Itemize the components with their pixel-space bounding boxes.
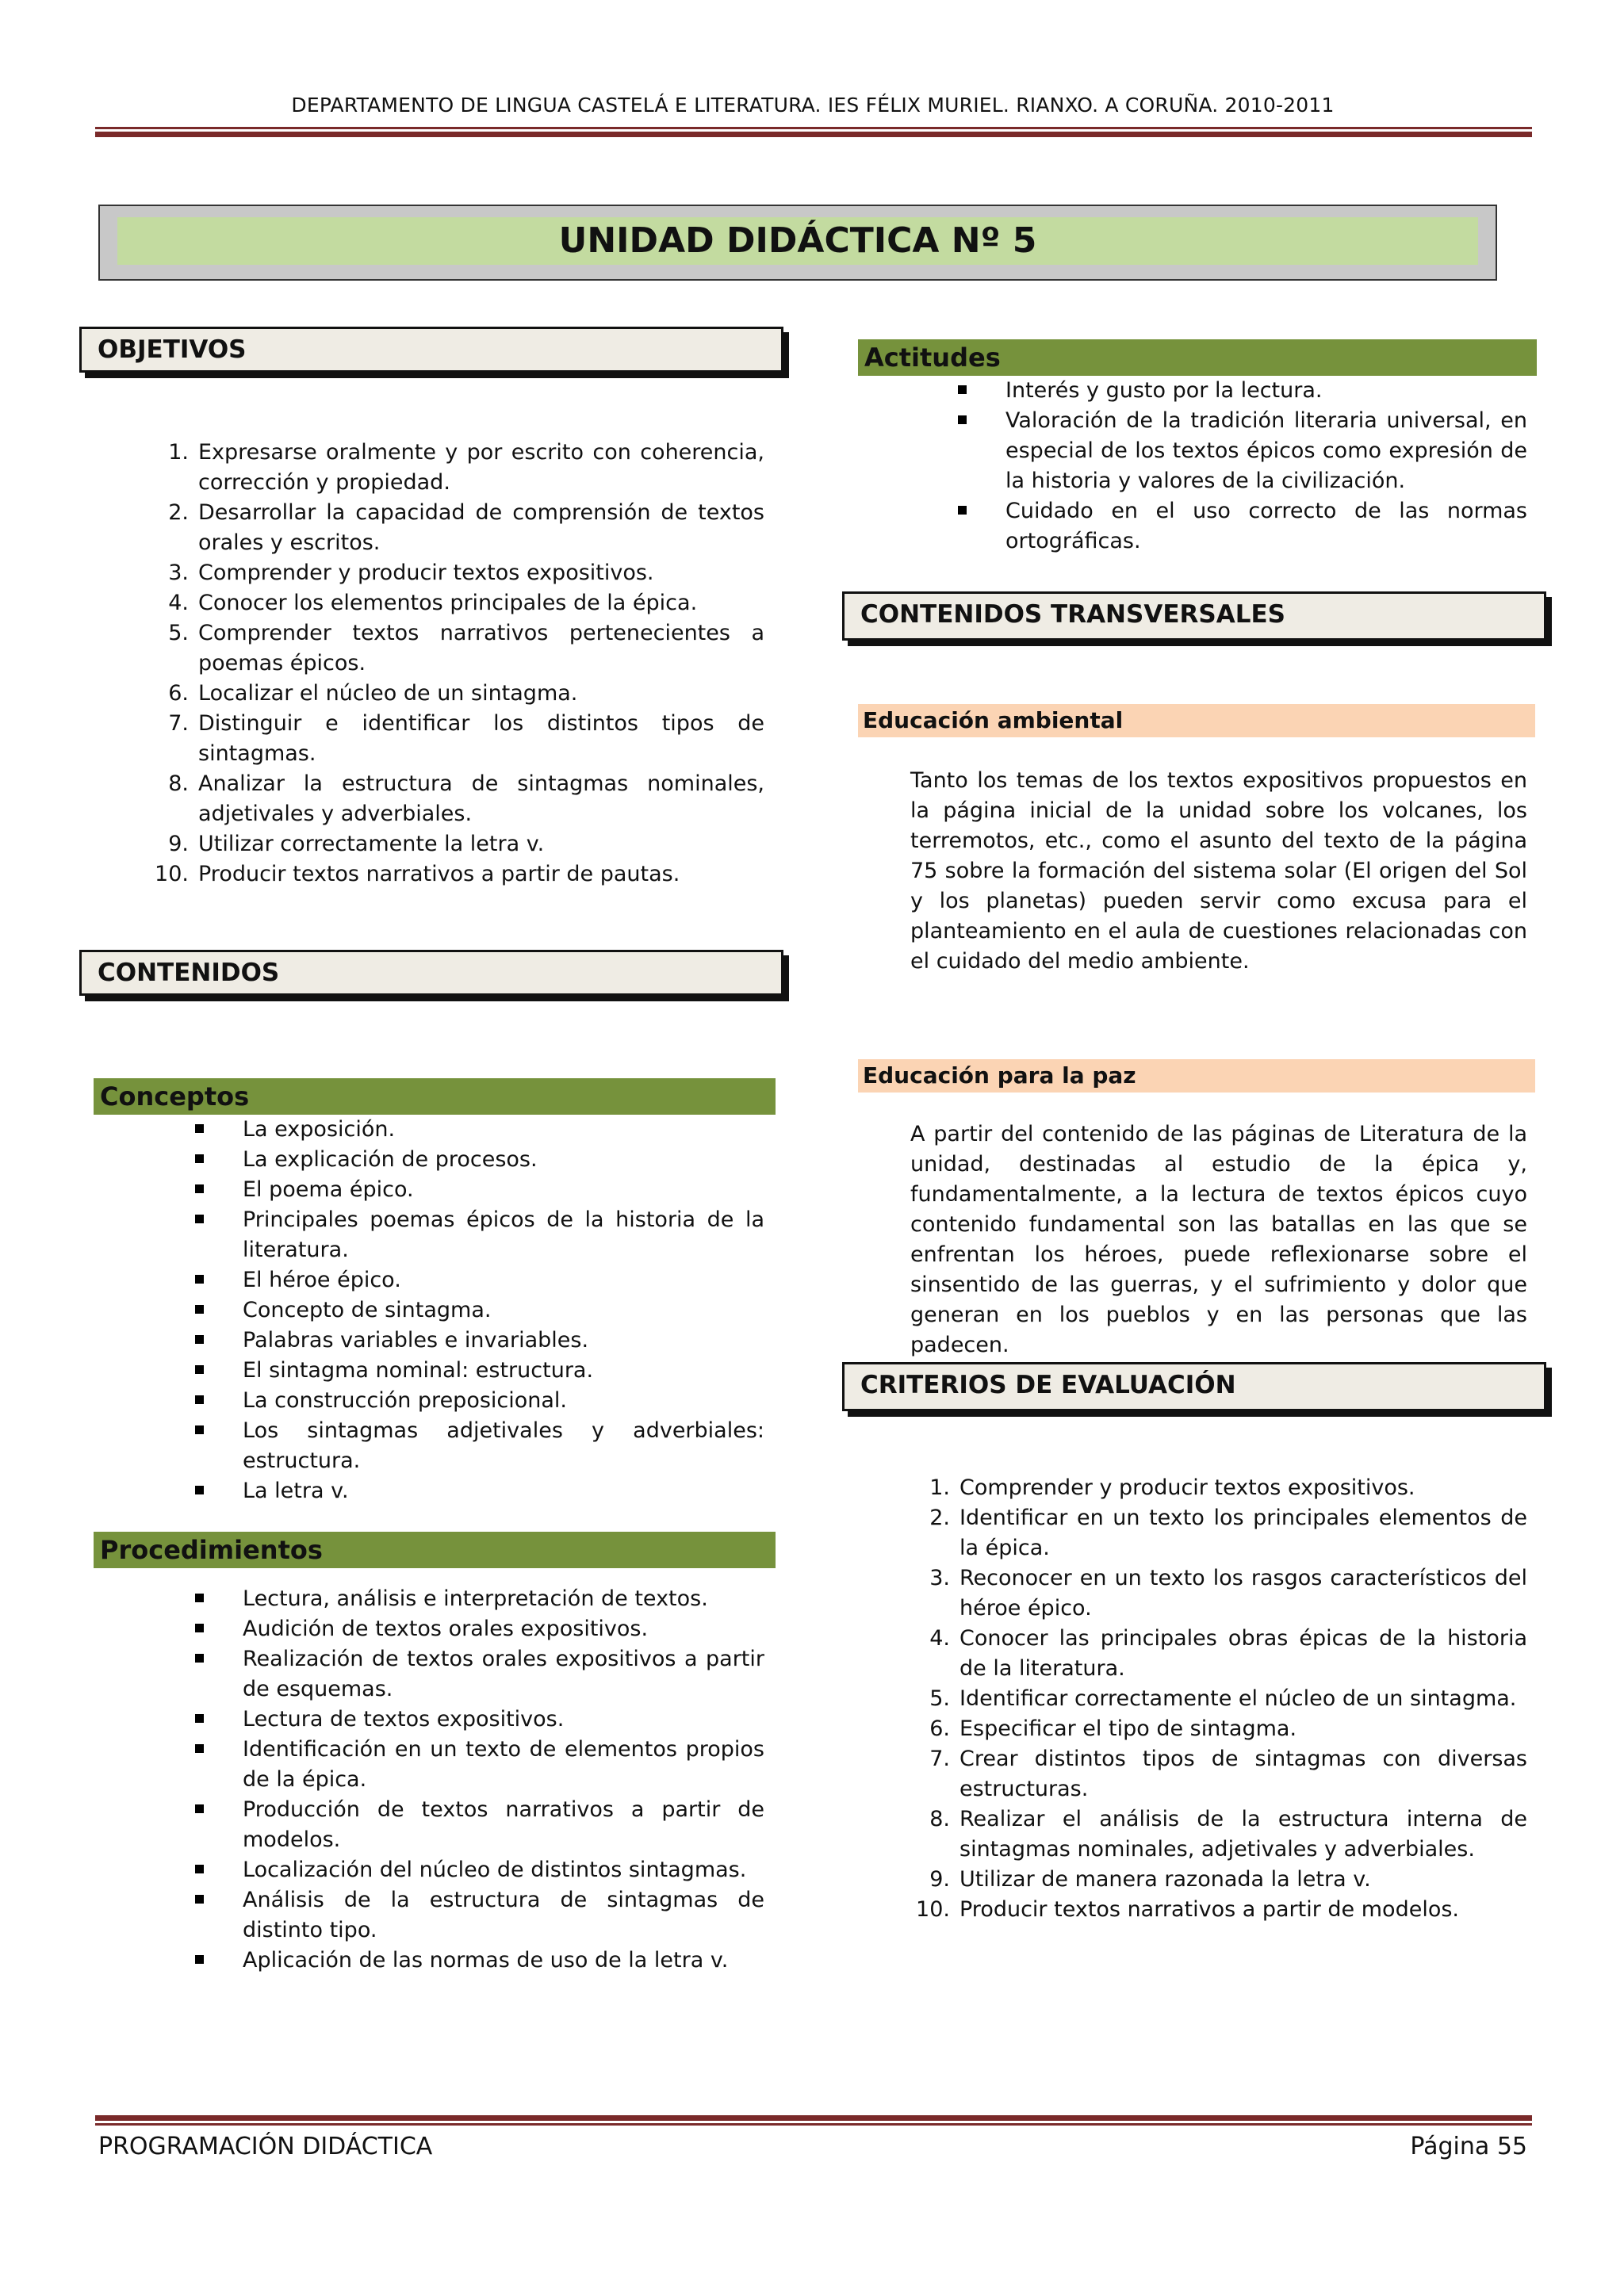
actitudes-heading: Actitudes — [858, 339, 1537, 376]
criterio-item — [909, 1714, 1527, 1744]
footer-rule-bottom — [95, 2123, 1532, 2126]
criterio-item — [909, 1744, 1527, 1804]
objetivo-item-text: Comprender textos narrativos pertenecientes a poemas épicos. — [198, 621, 764, 675]
concepto-item — [195, 1205, 764, 1265]
square-bullet-icon — [195, 1295, 208, 1308]
procedimiento-item-text: Producción de textos narrativos a partir de modelos. — [243, 1797, 764, 1852]
objetivo-item — [147, 588, 764, 618]
criterio-item-text: Reconocer en un texto los rasgos característicos del héroe épico. — [959, 1566, 1527, 1621]
square-bullet-icon — [195, 1326, 208, 1338]
procedimiento-item — [195, 1705, 764, 1735]
conceptos-heading: Conceptos — [94, 1078, 776, 1115]
square-bullet-icon — [195, 1705, 208, 1717]
square-bullet-icon — [958, 406, 971, 419]
objetivo-item-text: Localizar el núcleo de un sintagma. — [198, 681, 578, 706]
concepto-item — [195, 1476, 764, 1506]
square-bullet-icon — [195, 1584, 208, 1597]
procedimiento-item-text: Localización del núcleo de distintos sintagmas. — [243, 1858, 747, 1882]
criterio-item — [909, 1473, 1527, 1503]
concepto-item-text: Los sintagmas adjetivales y adverbiales: estructura. — [243, 1418, 764, 1473]
square-bullet-icon — [195, 1476, 208, 1489]
objetivo-item-number: 2. — [168, 500, 189, 525]
objetivo-item-text: Analizar la estructura de sintagmas nominales, adjetivales y adverbiales. — [198, 771, 764, 826]
procedimientos-list — [195, 1584, 764, 1976]
criterio-item-number: 5. — [929, 1686, 950, 1711]
criterio-item-number: 4. — [929, 1626, 950, 1651]
concepto-item — [195, 1145, 764, 1175]
actitud-item-text: Interés y gusto por la lectura. — [1005, 378, 1323, 403]
objetivo-item-text: Producir textos narrativos a partir de pautas. — [198, 862, 680, 886]
educacion-ambiental-heading: Educación ambiental — [858, 704, 1535, 737]
criterio-item-text: Crear distintos tipos de sintagmas con diversas estructuras. — [959, 1747, 1527, 1801]
objetivo-item-number: 7. — [168, 711, 189, 736]
criterio-item-number: 9. — [929, 1867, 950, 1892]
educacion-paz-heading: Educación para la paz — [858, 1059, 1535, 1093]
criterio-item-text: Especificar el tipo de sintagma. — [959, 1716, 1297, 1741]
criterio-item — [909, 1624, 1527, 1684]
square-bullet-icon — [195, 1885, 208, 1898]
actitud-item-text: Valoración de la tradición literaria universal, en especial de los textos épicos como expresión de la historia y valores de la civilización. — [1005, 408, 1527, 493]
square-bullet-icon — [195, 1946, 208, 1958]
concepto-item — [195, 1416, 764, 1476]
objetivo-item-text: Desarrollar la capacidad de comprensión de textos orales y escritos. — [198, 500, 764, 555]
educacion-ambiental-text: Tanto los temas de los textos expositivos propuestos en la página inicial de la unidad sobre los volcanes, los terremotos, etc., como el asunto del texto de la página 75 sobre la formación del sistema solar (El origen del Sol y los planetas) pueden servir como excusa para el planteamiento en el aula de cuestiones relacionadas con el cuidado del medio ambiente. — [910, 768, 1527, 974]
criterio-item-text: Identificar correctamente el núcleo de un sintagma. — [959, 1686, 1517, 1711]
criterios-list — [909, 1473, 1527, 1925]
criterio-item-text: Realizar el análisis de la estructura interna de sintagmas nominales, adjetivales y adverbiales. — [959, 1807, 1527, 1862]
header-rule — [95, 132, 1532, 137]
objetivo-item-number: 10. — [155, 862, 189, 886]
criterio-item-number: 3. — [929, 1566, 950, 1590]
criterio-item — [909, 1684, 1527, 1714]
header-rule-top — [95, 127, 1532, 129]
concepto-item — [195, 1356, 764, 1386]
criterio-item — [909, 1804, 1527, 1865]
square-bullet-icon — [195, 1735, 208, 1747]
objetivo-item — [147, 438, 764, 498]
procedimiento-item — [195, 1584, 764, 1614]
educacion-paz-text: A partir del contenido de las páginas de Literatura de la unidad, destinadas al estudio de la épica y, fundamentalmente, a la lectura de textos épicos cuyo contenido fundamental son las batallas en las que se enfrentan los héroes, puede reflexionarse sobre el sinsentido de las guerras, y el sufrimiento y dolor que generan en los pueblos y en las personas que las padecen. — [910, 1122, 1527, 1357]
conceptos-list — [195, 1115, 764, 1506]
actitud-item — [958, 376, 1527, 406]
unit-title-box — [98, 205, 1497, 281]
procedimiento-item-text: Lectura, análisis e interpretación de textos. — [243, 1586, 708, 1611]
objetivo-item-number: 6. — [168, 681, 189, 706]
concepto-item — [195, 1175, 764, 1205]
objetivo-item-text: Expresarse oralmente y por escrito con coherencia, corrección y propiedad. — [198, 440, 764, 495]
objetivo-item — [147, 709, 764, 769]
criterio-item-number: 7. — [929, 1747, 950, 1771]
square-bullet-icon — [195, 1145, 208, 1158]
procedimiento-item-text: Lectura de textos expositivos. — [243, 1707, 565, 1732]
objetivo-item-text: Utilizar correctamente la letra v. — [198, 832, 545, 856]
concepto-item-text: La construcción preposicional. — [243, 1388, 568, 1413]
procedimiento-item-text: Audición de textos orales expositivos. — [243, 1617, 649, 1641]
procedimiento-item — [195, 1644, 764, 1705]
criterio-item-text: Conocer las principales obras épicas de la historia de la literatura. — [959, 1626, 1527, 1681]
unit-title: UNIDAD DIDÁCTICA Nº 5 — [117, 217, 1478, 265]
square-bullet-icon — [195, 1644, 208, 1657]
objetivo-item-number: 5. — [168, 621, 189, 645]
objetivo-item — [147, 769, 764, 829]
objetivo-item-text: Distinguir e identificar los distintos tipos de sintagmas. — [198, 711, 764, 766]
objetivo-item — [147, 859, 764, 890]
objetivos-list — [147, 438, 764, 890]
square-bullet-icon — [195, 1175, 208, 1188]
square-bullet-icon — [195, 1115, 208, 1127]
page-number: Página 55 — [1410, 2133, 1527, 2160]
objetivo-item — [147, 558, 764, 588]
concepto-item-text: El poema épico. — [243, 1177, 414, 1202]
transversales-heading: CONTENIDOS TRANSVERSALES — [842, 591, 1546, 641]
objetivo-item — [147, 679, 764, 709]
criterio-item-number: 6. — [929, 1716, 950, 1741]
criterio-item-number: 10. — [916, 1897, 950, 1922]
concepto-item-text: Principales poemas épicos de la historia de la literatura. — [243, 1207, 764, 1262]
actitud-item — [958, 406, 1527, 496]
square-bullet-icon — [958, 496, 971, 509]
square-bullet-icon — [195, 1416, 208, 1429]
square-bullet-icon — [195, 1356, 208, 1368]
objetivo-item-text: Comprender y producir textos expositivos. — [198, 561, 654, 585]
criterio-item — [909, 1563, 1527, 1624]
concepto-item-text: La letra v. — [243, 1479, 349, 1503]
objetivo-item-number: 8. — [168, 771, 189, 796]
objetivo-item-number: 3. — [168, 561, 189, 585]
square-bullet-icon — [195, 1386, 208, 1399]
concepto-item — [195, 1295, 764, 1326]
concepto-item-text: La exposición. — [243, 1117, 396, 1142]
procedimiento-item-text: Identificación en un texto de elementos propios de la épica. — [243, 1737, 764, 1792]
procedimiento-item-text: Realización de textos orales expositivos a partir de esquemas. — [243, 1647, 764, 1701]
criterio-item-text: Identificar en un texto los principales elementos de la épica. — [959, 1506, 1527, 1560]
objetivo-item — [147, 829, 764, 859]
concepto-item-text: El héroe épico. — [243, 1268, 401, 1292]
procedimiento-item — [195, 1855, 764, 1885]
contenidos-heading: CONTENIDOS — [79, 950, 783, 996]
square-bullet-icon — [195, 1205, 208, 1218]
criterio-item-text: Comprender y producir textos expositivos. — [959, 1475, 1415, 1500]
procedimiento-item — [195, 1795, 764, 1855]
objetivo-item-number: 9. — [168, 832, 189, 856]
square-bullet-icon — [195, 1795, 208, 1808]
procedimiento-item — [195, 1946, 764, 1976]
square-bullet-icon — [195, 1855, 208, 1868]
criterio-item-number: 1. — [929, 1475, 950, 1500]
running-header: DEPARTAMENTO DE LINGUA CASTELÁ E LITERATURA. IES FÉLIX MURIEL. RIANXO. A CORUÑA. 2010-2011 — [291, 94, 1335, 117]
criterio-item-text: Producir textos narrativos a partir de modelos. — [959, 1897, 1459, 1922]
square-bullet-icon — [958, 376, 971, 388]
concepto-item-text: Concepto de sintagma. — [243, 1298, 492, 1322]
objetivo-item-number: 1. — [168, 440, 189, 465]
concepto-item-text: La explicación de procesos. — [243, 1147, 538, 1172]
criterio-item — [909, 1503, 1527, 1563]
concepto-item — [195, 1115, 764, 1145]
procedimiento-item-text: Análisis de la estructura de sintagmas de distinto tipo. — [243, 1888, 764, 1942]
concepto-item — [195, 1265, 764, 1295]
square-bullet-icon — [195, 1265, 208, 1278]
criterio-item — [909, 1895, 1527, 1925]
footer-rule — [95, 2115, 1532, 2121]
procedimiento-item — [195, 1885, 764, 1946]
procedimientos-heading: Procedimientos — [94, 1532, 776, 1568]
criterio-item — [909, 1865, 1527, 1895]
footer-title: PROGRAMACIÓN DIDÁCTICA — [98, 2133, 433, 2160]
actitud-item-text: Cuidado en el uso correcto de las normas ortográficas. — [1005, 499, 1527, 553]
procedimiento-item — [195, 1735, 764, 1795]
procedimiento-item — [195, 1614, 764, 1644]
actitud-item — [958, 496, 1527, 557]
procedimiento-item-text: Aplicación de las normas de uso de la letra v. — [243, 1948, 729, 1973]
concepto-item-text: El sintagma nominal: estructura. — [243, 1358, 594, 1383]
criterio-item-number: 8. — [929, 1807, 950, 1831]
criterio-item-number: 2. — [929, 1506, 950, 1530]
square-bullet-icon — [195, 1614, 208, 1627]
objetivo-item — [147, 498, 764, 558]
objetivo-item-number: 4. — [168, 591, 189, 615]
actitudes-list — [958, 376, 1527, 557]
criterio-item-text: Utilizar de manera razonada la letra v. — [959, 1867, 1371, 1892]
objetivos-heading: OBJETIVOS — [79, 327, 783, 373]
criterios-heading: CRITERIOS DE EVALUACIÓN — [842, 1362, 1546, 1411]
objetivo-item — [147, 618, 764, 679]
concepto-item-text: Palabras variables e invariables. — [243, 1328, 589, 1353]
objetivo-item-text: Conocer los elementos principales de la épica. — [198, 591, 698, 615]
concepto-item — [195, 1386, 764, 1416]
concepto-item — [195, 1326, 764, 1356]
